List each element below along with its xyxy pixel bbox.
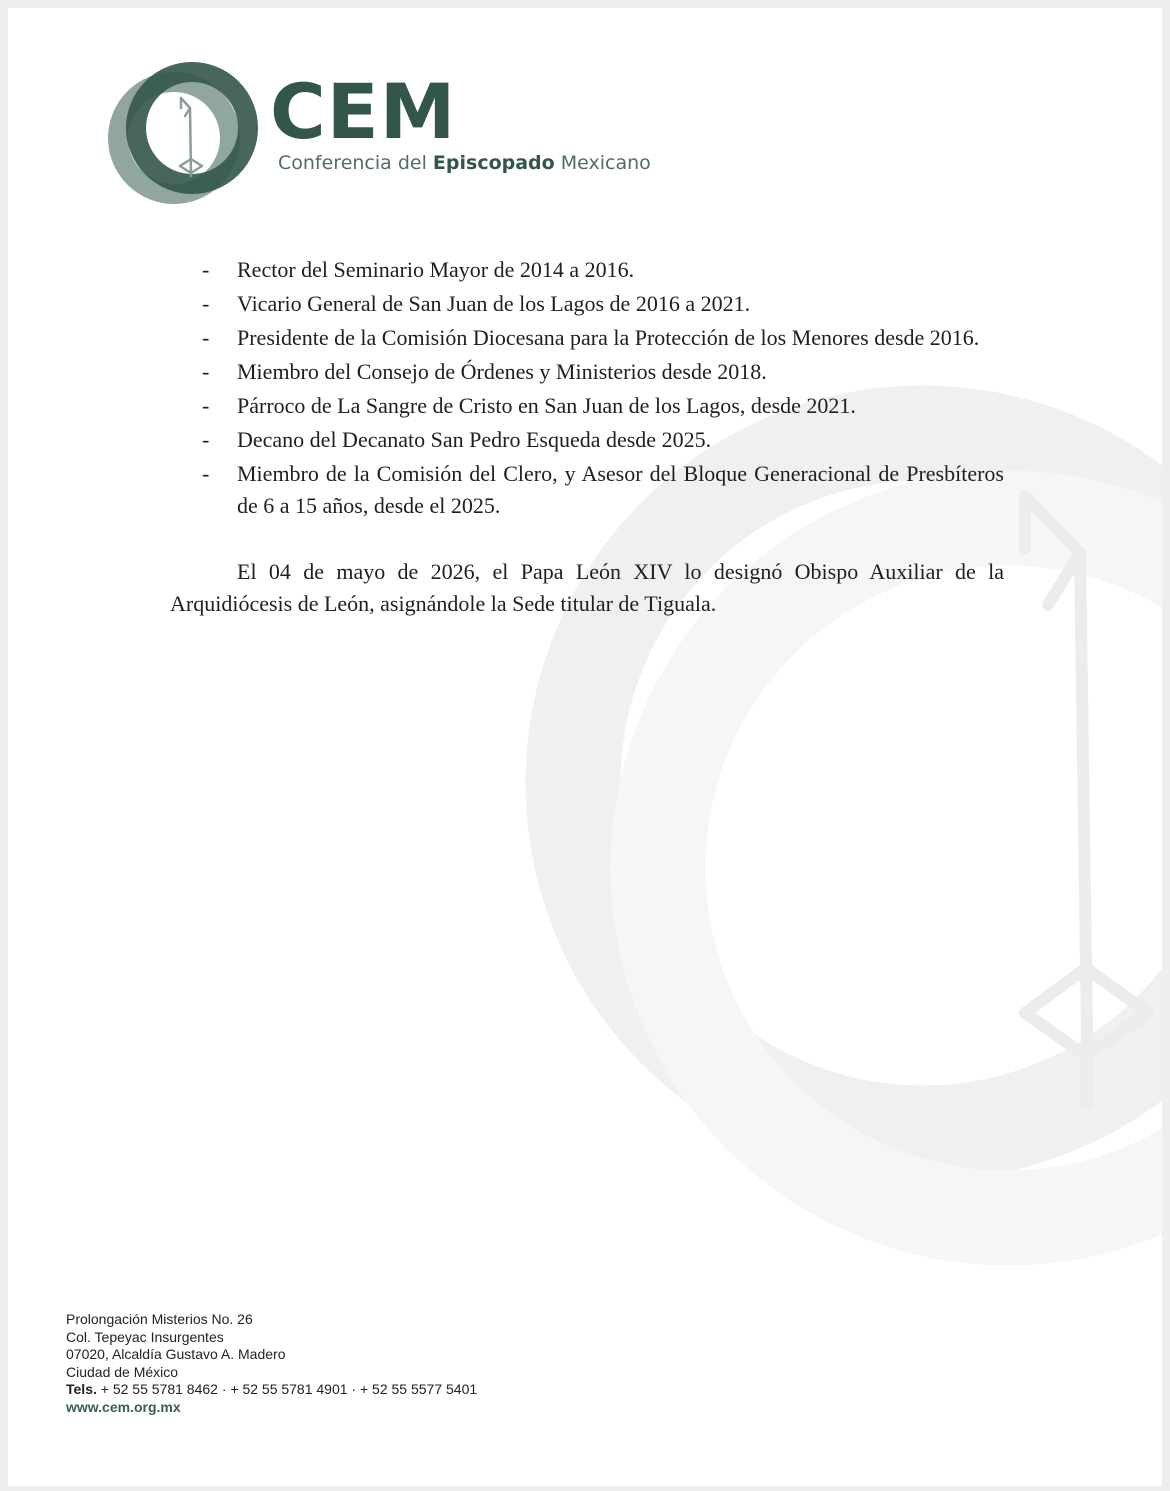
footer-phones — [66, 1381, 477, 1399]
document-body — [170, 254, 1004, 620]
bullet-dash: - — [202, 325, 210, 350]
career-list — [170, 254, 1004, 522]
list-item: - Vicario General de San Juan de los Lagos de 2016 a 2021. — [170, 288, 1004, 320]
document-page — [8, 8, 1162, 1486]
bullet-dash: - — [202, 427, 210, 452]
list-item: - Miembro de la Comisión del Clero, y Asesor del Bloque Generacional de Presbíteros de 6 a 15 años, desde el 2025. — [170, 458, 1004, 522]
cem-watermark-icon — [8, 8, 1162, 1486]
logo-title: CEM — [270, 67, 457, 156]
cem-emblem-icon — [108, 58, 258, 208]
bullet-dash: - — [202, 359, 210, 384]
cem-logo — [108, 58, 668, 208]
list-item: - Párroco de La Sangre de Cristo en San Juan de los Lagos, desde 2021. — [170, 390, 1004, 422]
phones-label: Tels. — [66, 1381, 97, 1397]
bullet-dash: - — [202, 393, 210, 418]
bullet-dash: - — [202, 291, 210, 316]
website-link[interactable]: www.cem.org.mx — [66, 1398, 181, 1415]
list-item: - Rector del Seminario Mayor de 2014 a 2016. — [170, 254, 1004, 286]
footer-address-line: Col. Tepeyac Insurgentes — [66, 1328, 224, 1345]
bullet-dash: - — [202, 257, 210, 282]
list-item: - Miembro del Consejo de Órdenes y Ministerios desde 2018. — [170, 356, 1004, 388]
list-item: - Decano del Decanato San Pedro Esqueda desde 2025. — [170, 424, 1004, 456]
list-item: - Presidente de la Comisión Diocesana para la Protección de los Menores desde 2016. — [170, 322, 1004, 354]
footer-address-line: 07020, Alcaldía Gustavo A. Madero — [66, 1346, 286, 1362]
footer-contact — [66, 1311, 477, 1416]
phone-numbers: + 52 55 5781 8462 · + 52 55 5781 4901 · + 52 55 5577 5401 — [96, 1381, 478, 1397]
appointment-paragraph: El 04 de mayo de 2026, el Papa León XIV lo designó Obispo Auxiliar de la Arquidiócesis de León, asignándole la Sede titular de Tiguala. — [170, 559, 1004, 616]
bullet-dash: - — [202, 461, 210, 486]
footer-address-line: Prolongación Misterios No. 26 — [66, 1311, 253, 1327]
logo-subtitle: Conferencia del Episcopado Mexicano — [278, 152, 651, 174]
footer-address-line: Ciudad de México — [66, 1363, 179, 1380]
